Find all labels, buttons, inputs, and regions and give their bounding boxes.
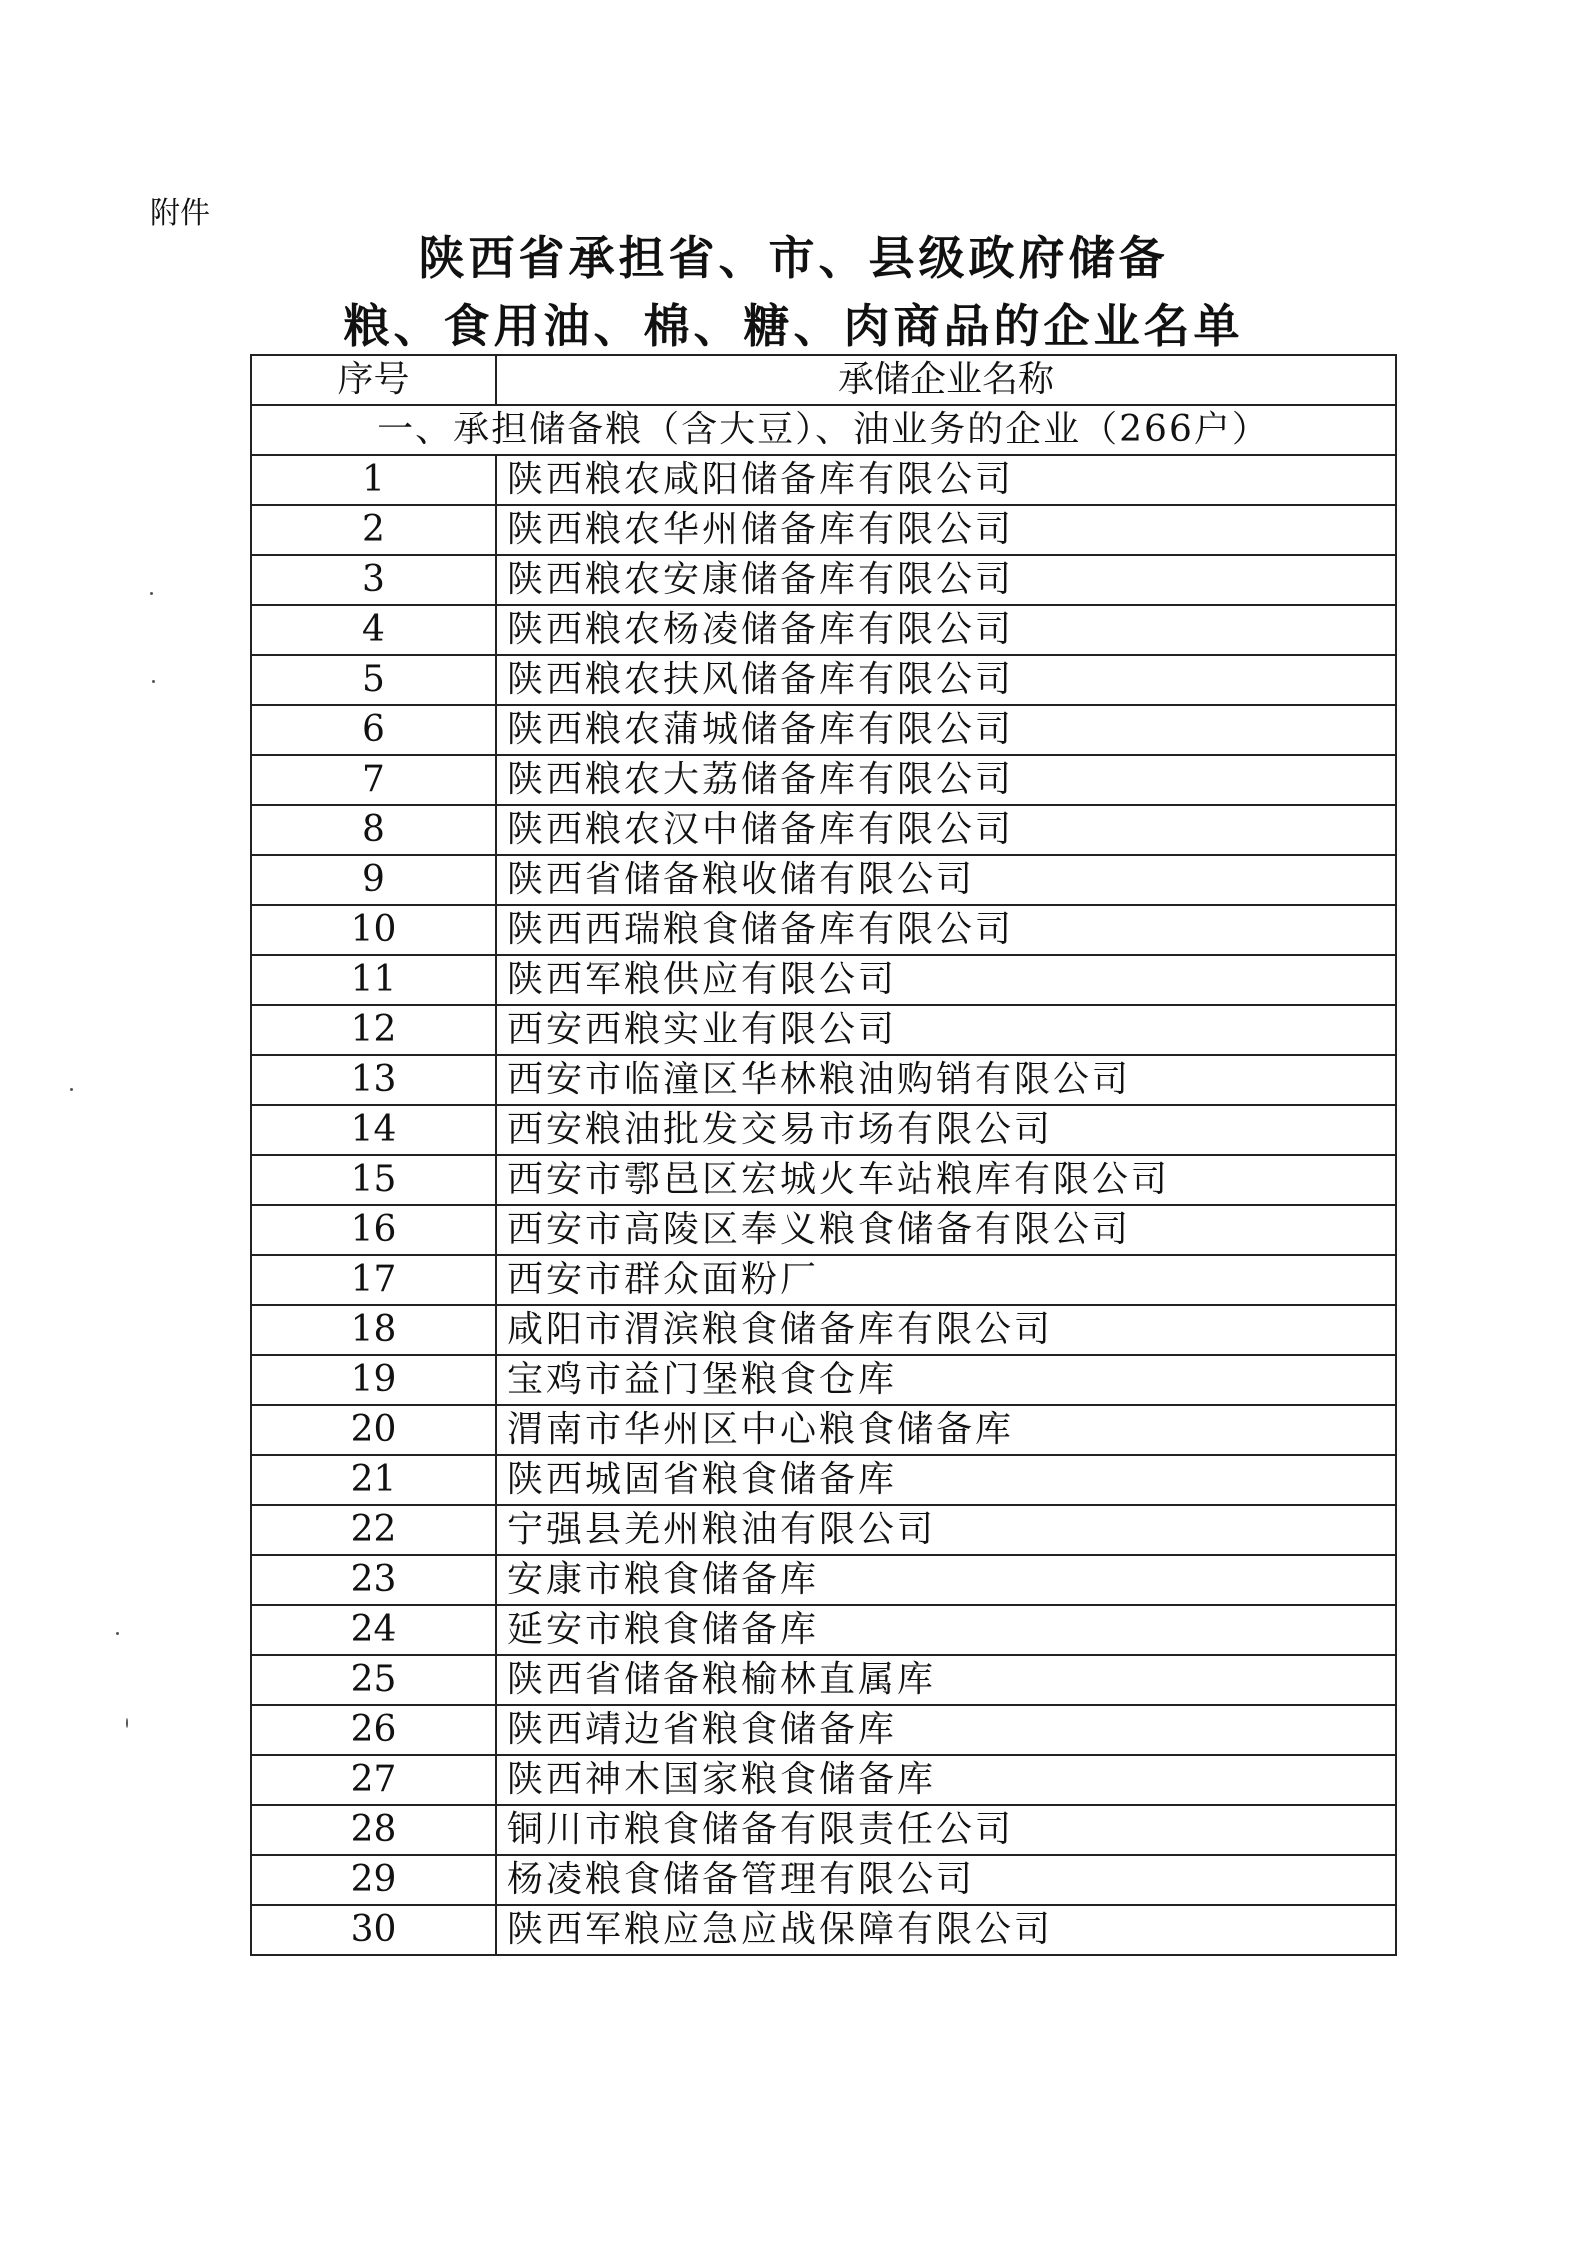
row-serial-number: 15 — [251, 1155, 496, 1205]
row-enterprise-name: 陕西粮农汉中储备库有限公司 — [496, 805, 1396, 855]
table-row — [251, 1455, 1396, 1505]
scan-speck — [70, 1088, 73, 1091]
row-enterprise-name: 延安市粮食储备库 — [496, 1605, 1396, 1655]
row-enterprise-name: 西安市群众面粉厂 — [496, 1255, 1396, 1305]
row-serial-number: 11 — [251, 955, 496, 1005]
enterprise-table — [250, 354, 1397, 1956]
row-serial-number: 12 — [251, 1005, 496, 1055]
scan-speck — [126, 1718, 128, 1728]
document-title-line-1: 陕西省承担省、市、县级政府储备 — [418, 231, 1169, 285]
table-row — [251, 955, 1396, 1005]
row-serial-number: 1 — [251, 455, 496, 505]
row-enterprise-name: 铜川市粮食储备有限责任公司 — [496, 1805, 1396, 1855]
scan-speck — [116, 1632, 119, 1635]
attachment-label: 附件 — [150, 196, 210, 231]
header-serial-number: 序号 — [251, 355, 496, 405]
row-enterprise-name: 陕西粮农安康储备库有限公司 — [496, 555, 1396, 605]
table-row — [251, 855, 1396, 905]
row-enterprise-name: 宝鸡市益门堡粮食仓库 — [496, 1355, 1396, 1405]
table-row — [251, 905, 1396, 955]
row-serial-number: 6 — [251, 705, 496, 755]
table-row — [251, 655, 1396, 705]
table-row — [251, 1855, 1396, 1905]
row-enterprise-name: 陕西粮农扶风储备库有限公司 — [496, 655, 1396, 705]
table-row — [251, 1205, 1396, 1255]
row-serial-number: 2 — [251, 505, 496, 555]
row-serial-number: 19 — [251, 1355, 496, 1405]
row-enterprise-name: 西安市鄠邑区宏城火车站粮库有限公司 — [496, 1155, 1396, 1205]
row-serial-number: 10 — [251, 905, 496, 955]
row-enterprise-name: 陕西粮农蒲城储备库有限公司 — [496, 705, 1396, 755]
row-enterprise-name: 陕西靖边省粮食储备库 — [496, 1705, 1396, 1755]
row-serial-number: 30 — [251, 1905, 496, 1955]
table-row — [251, 1755, 1396, 1805]
row-enterprise-name: 西安西粮实业有限公司 — [496, 1005, 1396, 1055]
row-enterprise-name: 渭南市华州区中心粮食储备库 — [496, 1405, 1396, 1455]
row-serial-number: 22 — [251, 1505, 496, 1555]
row-serial-number: 29 — [251, 1855, 496, 1905]
table-row — [251, 1905, 1396, 1955]
row-serial-number: 27 — [251, 1755, 496, 1805]
row-serial-number: 7 — [251, 755, 496, 805]
table-row — [251, 605, 1396, 655]
row-enterprise-name: 陕西省储备粮榆林直属库 — [496, 1655, 1396, 1705]
table-row — [251, 1255, 1396, 1305]
row-serial-number: 23 — [251, 1555, 496, 1605]
row-enterprise-name: 陕西粮农杨凌储备库有限公司 — [496, 605, 1396, 655]
table-row — [251, 755, 1396, 805]
table-row — [251, 1605, 1396, 1655]
table-row — [251, 1355, 1396, 1405]
row-enterprise-name: 西安市高陵区奉义粮食储备有限公司 — [496, 1205, 1396, 1255]
table-row — [251, 1505, 1396, 1555]
table-header-row — [251, 355, 1396, 405]
table-row — [251, 1005, 1396, 1055]
row-enterprise-name: 杨凌粮食储备管理有限公司 — [496, 1855, 1396, 1905]
section-title: 一、承担储备粮（含大豆）、油业务的企业（266户） — [251, 405, 1396, 455]
table-row — [251, 1655, 1396, 1705]
row-enterprise-name: 陕西军粮供应有限公司 — [496, 955, 1396, 1005]
table-row — [251, 1305, 1396, 1355]
table-row — [251, 1105, 1396, 1155]
row-enterprise-name: 陕西神木国家粮食储备库 — [496, 1755, 1396, 1805]
row-enterprise-name: 西安市临潼区华林粮油购销有限公司 — [496, 1055, 1396, 1105]
scan-speck — [150, 592, 153, 595]
row-serial-number: 20 — [251, 1405, 496, 1455]
row-enterprise-name: 陕西城固省粮食储备库 — [496, 1455, 1396, 1505]
scan-speck — [152, 680, 155, 683]
row-serial-number: 5 — [251, 655, 496, 705]
row-enterprise-name: 咸阳市渭滨粮食储备库有限公司 — [496, 1305, 1396, 1355]
document-title-line-2: 粮、食用油、棉、糖、肉商品的企业名单 — [343, 299, 1244, 353]
table-row — [251, 705, 1396, 755]
table-row — [251, 805, 1396, 855]
row-enterprise-name: 安康市粮食储备库 — [496, 1555, 1396, 1605]
row-serial-number: 28 — [251, 1805, 496, 1855]
row-enterprise-name: 西安粮油批发交易市场有限公司 — [496, 1105, 1396, 1155]
table-row — [251, 1055, 1396, 1105]
row-enterprise-name: 陕西粮农华州储备库有限公司 — [496, 505, 1396, 555]
row-enterprise-name: 陕西军粮应急应战保障有限公司 — [496, 1905, 1396, 1955]
header-enterprise-name: 承储企业名称 — [496, 355, 1396, 405]
row-serial-number: 18 — [251, 1305, 496, 1355]
row-serial-number: 25 — [251, 1655, 496, 1705]
row-serial-number: 17 — [251, 1255, 496, 1305]
row-serial-number: 8 — [251, 805, 496, 855]
table-row — [251, 1555, 1396, 1605]
table-row — [251, 505, 1396, 555]
row-serial-number: 3 — [251, 555, 496, 605]
row-enterprise-name: 宁强县羌州粮油有限公司 — [496, 1505, 1396, 1555]
table-row — [251, 1805, 1396, 1855]
row-serial-number: 16 — [251, 1205, 496, 1255]
row-serial-number: 21 — [251, 1455, 496, 1505]
table-row — [251, 1705, 1396, 1755]
row-enterprise-name: 陕西西瑞粮食储备库有限公司 — [496, 905, 1396, 955]
row-serial-number: 14 — [251, 1105, 496, 1155]
table-row — [251, 555, 1396, 605]
row-serial-number: 4 — [251, 605, 496, 655]
row-enterprise-name: 陕西粮农咸阳储备库有限公司 — [496, 455, 1396, 505]
row-enterprise-name: 陕西省储备粮收储有限公司 — [496, 855, 1396, 905]
row-serial-number: 13 — [251, 1055, 496, 1105]
table-row — [251, 1155, 1396, 1205]
row-enterprise-name: 陕西粮农大荔储备库有限公司 — [496, 755, 1396, 805]
table-body — [251, 405, 1396, 1955]
section-row — [251, 405, 1396, 455]
row-serial-number: 26 — [251, 1705, 496, 1755]
table-row — [251, 455, 1396, 505]
table-row — [251, 1405, 1396, 1455]
row-serial-number: 24 — [251, 1605, 496, 1655]
row-serial-number: 9 — [251, 855, 496, 905]
